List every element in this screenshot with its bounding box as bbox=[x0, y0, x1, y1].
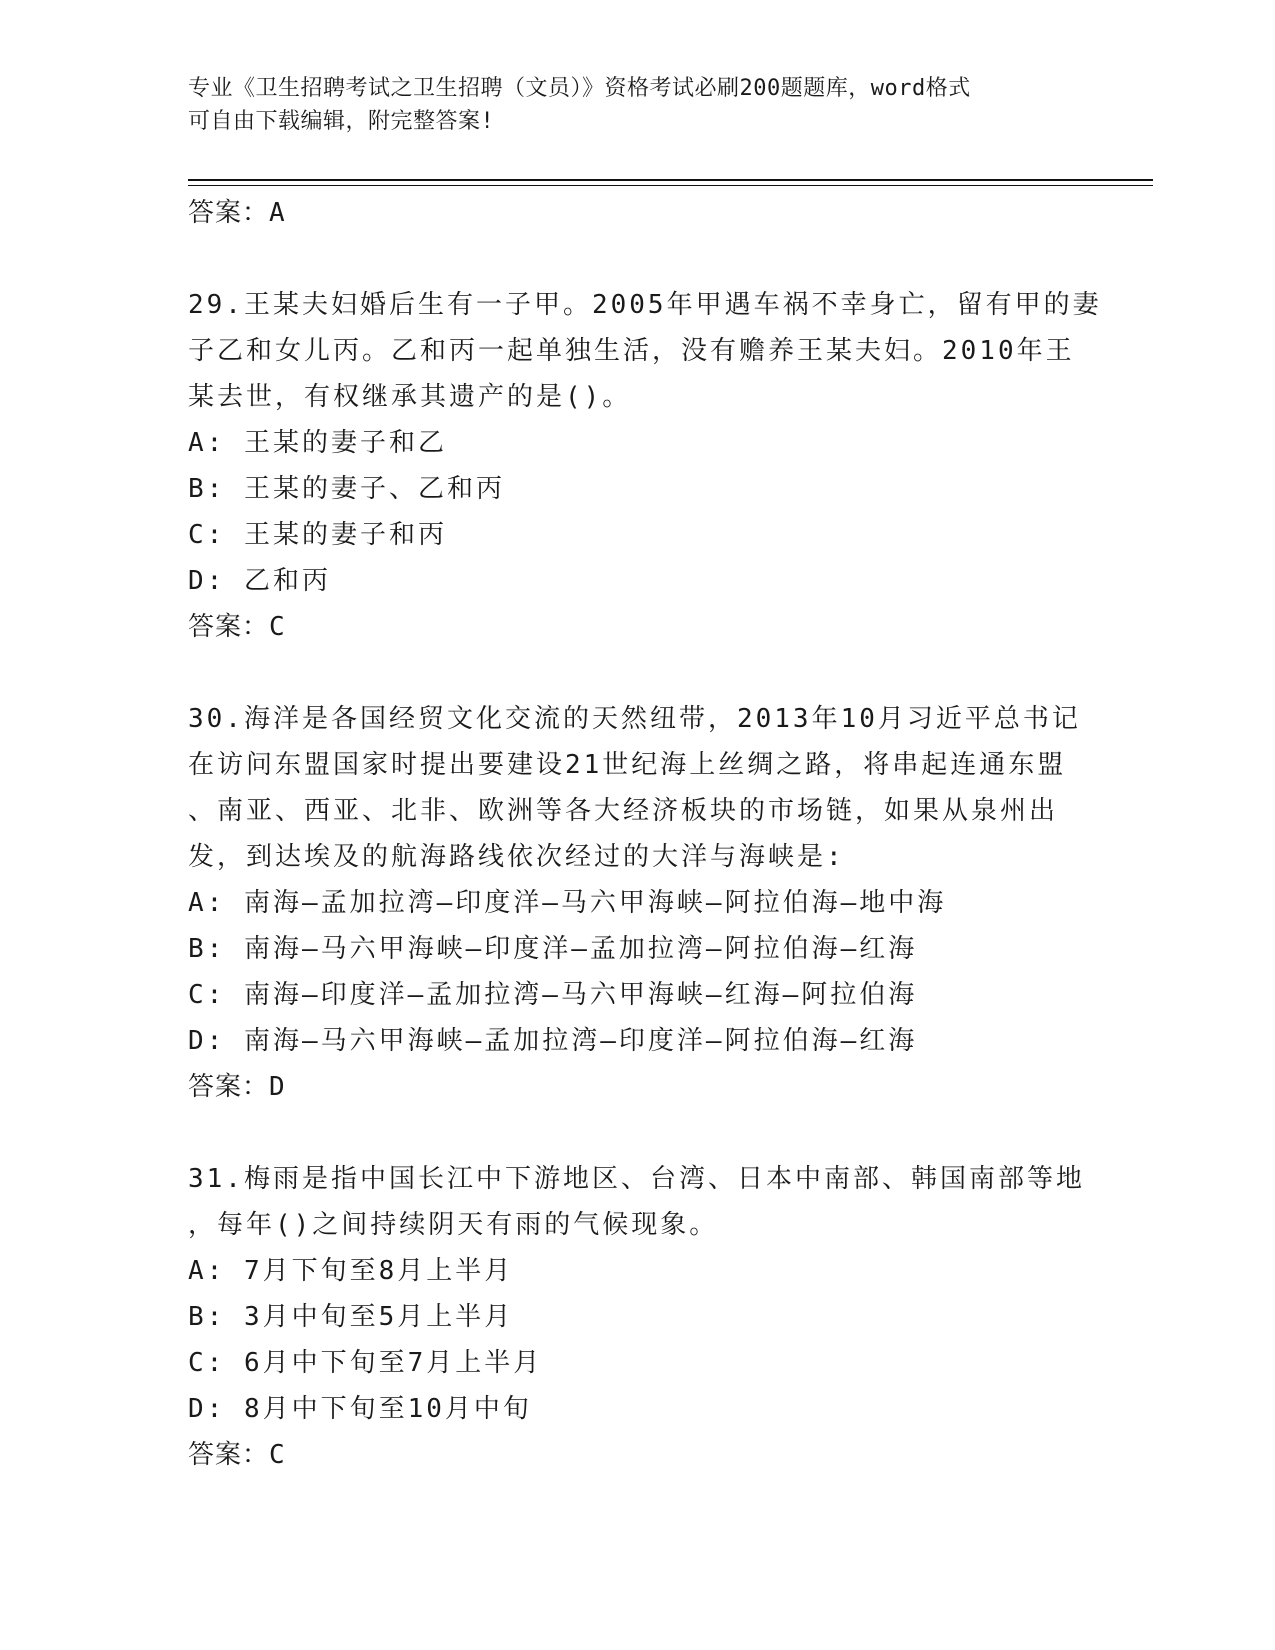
option-b: B: 3月中旬至5月上半月 bbox=[188, 1302, 514, 1332]
option-b: B: 南海—马六甲海峡—印度洋—孟加拉湾—阿拉伯海—红海 bbox=[188, 934, 918, 964]
spacer bbox=[188, 1110, 1088, 1156]
question-text-line: 在访问东盟国家时提出要建设21世纪海上丝绸之路，将串起连通东盟 bbox=[188, 750, 1067, 780]
header-divider-thick bbox=[188, 179, 1153, 181]
option-d: D: 乙和丙 bbox=[188, 566, 331, 596]
question-text-line: 、南亚、西亚、北非、欧洲等各大经济板块的市场链，如果从泉州出 bbox=[188, 796, 1059, 826]
question-block bbox=[188, 1156, 1088, 1478]
document-body bbox=[188, 190, 1102, 1478]
answer-label: 答案：C bbox=[188, 612, 286, 642]
option-b: B: 王某的妻子、乙和丙 bbox=[188, 474, 505, 504]
header-line-1: 专业《卫生招聘考试之卫生招聘（文员）》资格考试必刷200题题库，word格式 bbox=[188, 76, 971, 101]
question-text-line: 某去世，有权继承其遗产的是()。 bbox=[188, 382, 632, 412]
spacer bbox=[188, 236, 1088, 282]
question-text-line: ，每年()之间持续阴天有雨的气候现象。 bbox=[188, 1210, 719, 1240]
question-text-line: 30.海洋是各国经贸文化交流的天然纽带，2013年10月习近平总书记 bbox=[188, 704, 1081, 734]
spacer bbox=[188, 650, 1088, 696]
question-block bbox=[188, 696, 1088, 1110]
question-text-line: 29.王某夫妇婚后生有一子甲。2005年甲遇车祸不幸身亡，留有甲的妻 bbox=[188, 290, 1102, 320]
answer-label: 答案：A bbox=[188, 198, 286, 228]
answer-label: 答案：C bbox=[188, 1440, 286, 1470]
page-header bbox=[188, 72, 1088, 138]
option-d: D: 8月中下旬至10月中旬 bbox=[188, 1394, 532, 1424]
option-c: C: 王某的妻子和丙 bbox=[188, 520, 447, 550]
option-c: C: 6月中下旬至7月上半月 bbox=[188, 1348, 543, 1378]
answer-label: 答案：D bbox=[188, 1072, 286, 1102]
option-c: C: 南海—印度洋—孟加拉湾—马六甲海峡—红海—阿拉伯海 bbox=[188, 980, 918, 1010]
question-text-line: 发，到达埃及的航海路线依次经过的大洋与海峡是: bbox=[188, 842, 845, 872]
option-a: A: 7月下旬至8月上半月 bbox=[188, 1256, 514, 1286]
question-block bbox=[188, 282, 1102, 650]
option-a: A: 王某的妻子和乙 bbox=[188, 428, 447, 458]
question-text-line: 31.梅雨是指中国长江中下游地区、台湾、日本中南部、韩国南部等地 bbox=[188, 1164, 1085, 1194]
header-line-2: 可自由下载编辑，附完整答案! bbox=[188, 109, 495, 134]
option-d: D: 南海—马六甲海峡—孟加拉湾—印度洋—阿拉伯海—红海 bbox=[188, 1026, 918, 1056]
question-text-line: 子乙和女儿丙。乙和丙一起单独生活，没有赡养王某夫妇。2010年王 bbox=[188, 336, 1075, 366]
header-divider-thin bbox=[188, 185, 1153, 186]
option-a: A: 南海—孟加拉湾—印度洋—马六甲海峡—阿拉伯海—地中海 bbox=[188, 888, 947, 918]
